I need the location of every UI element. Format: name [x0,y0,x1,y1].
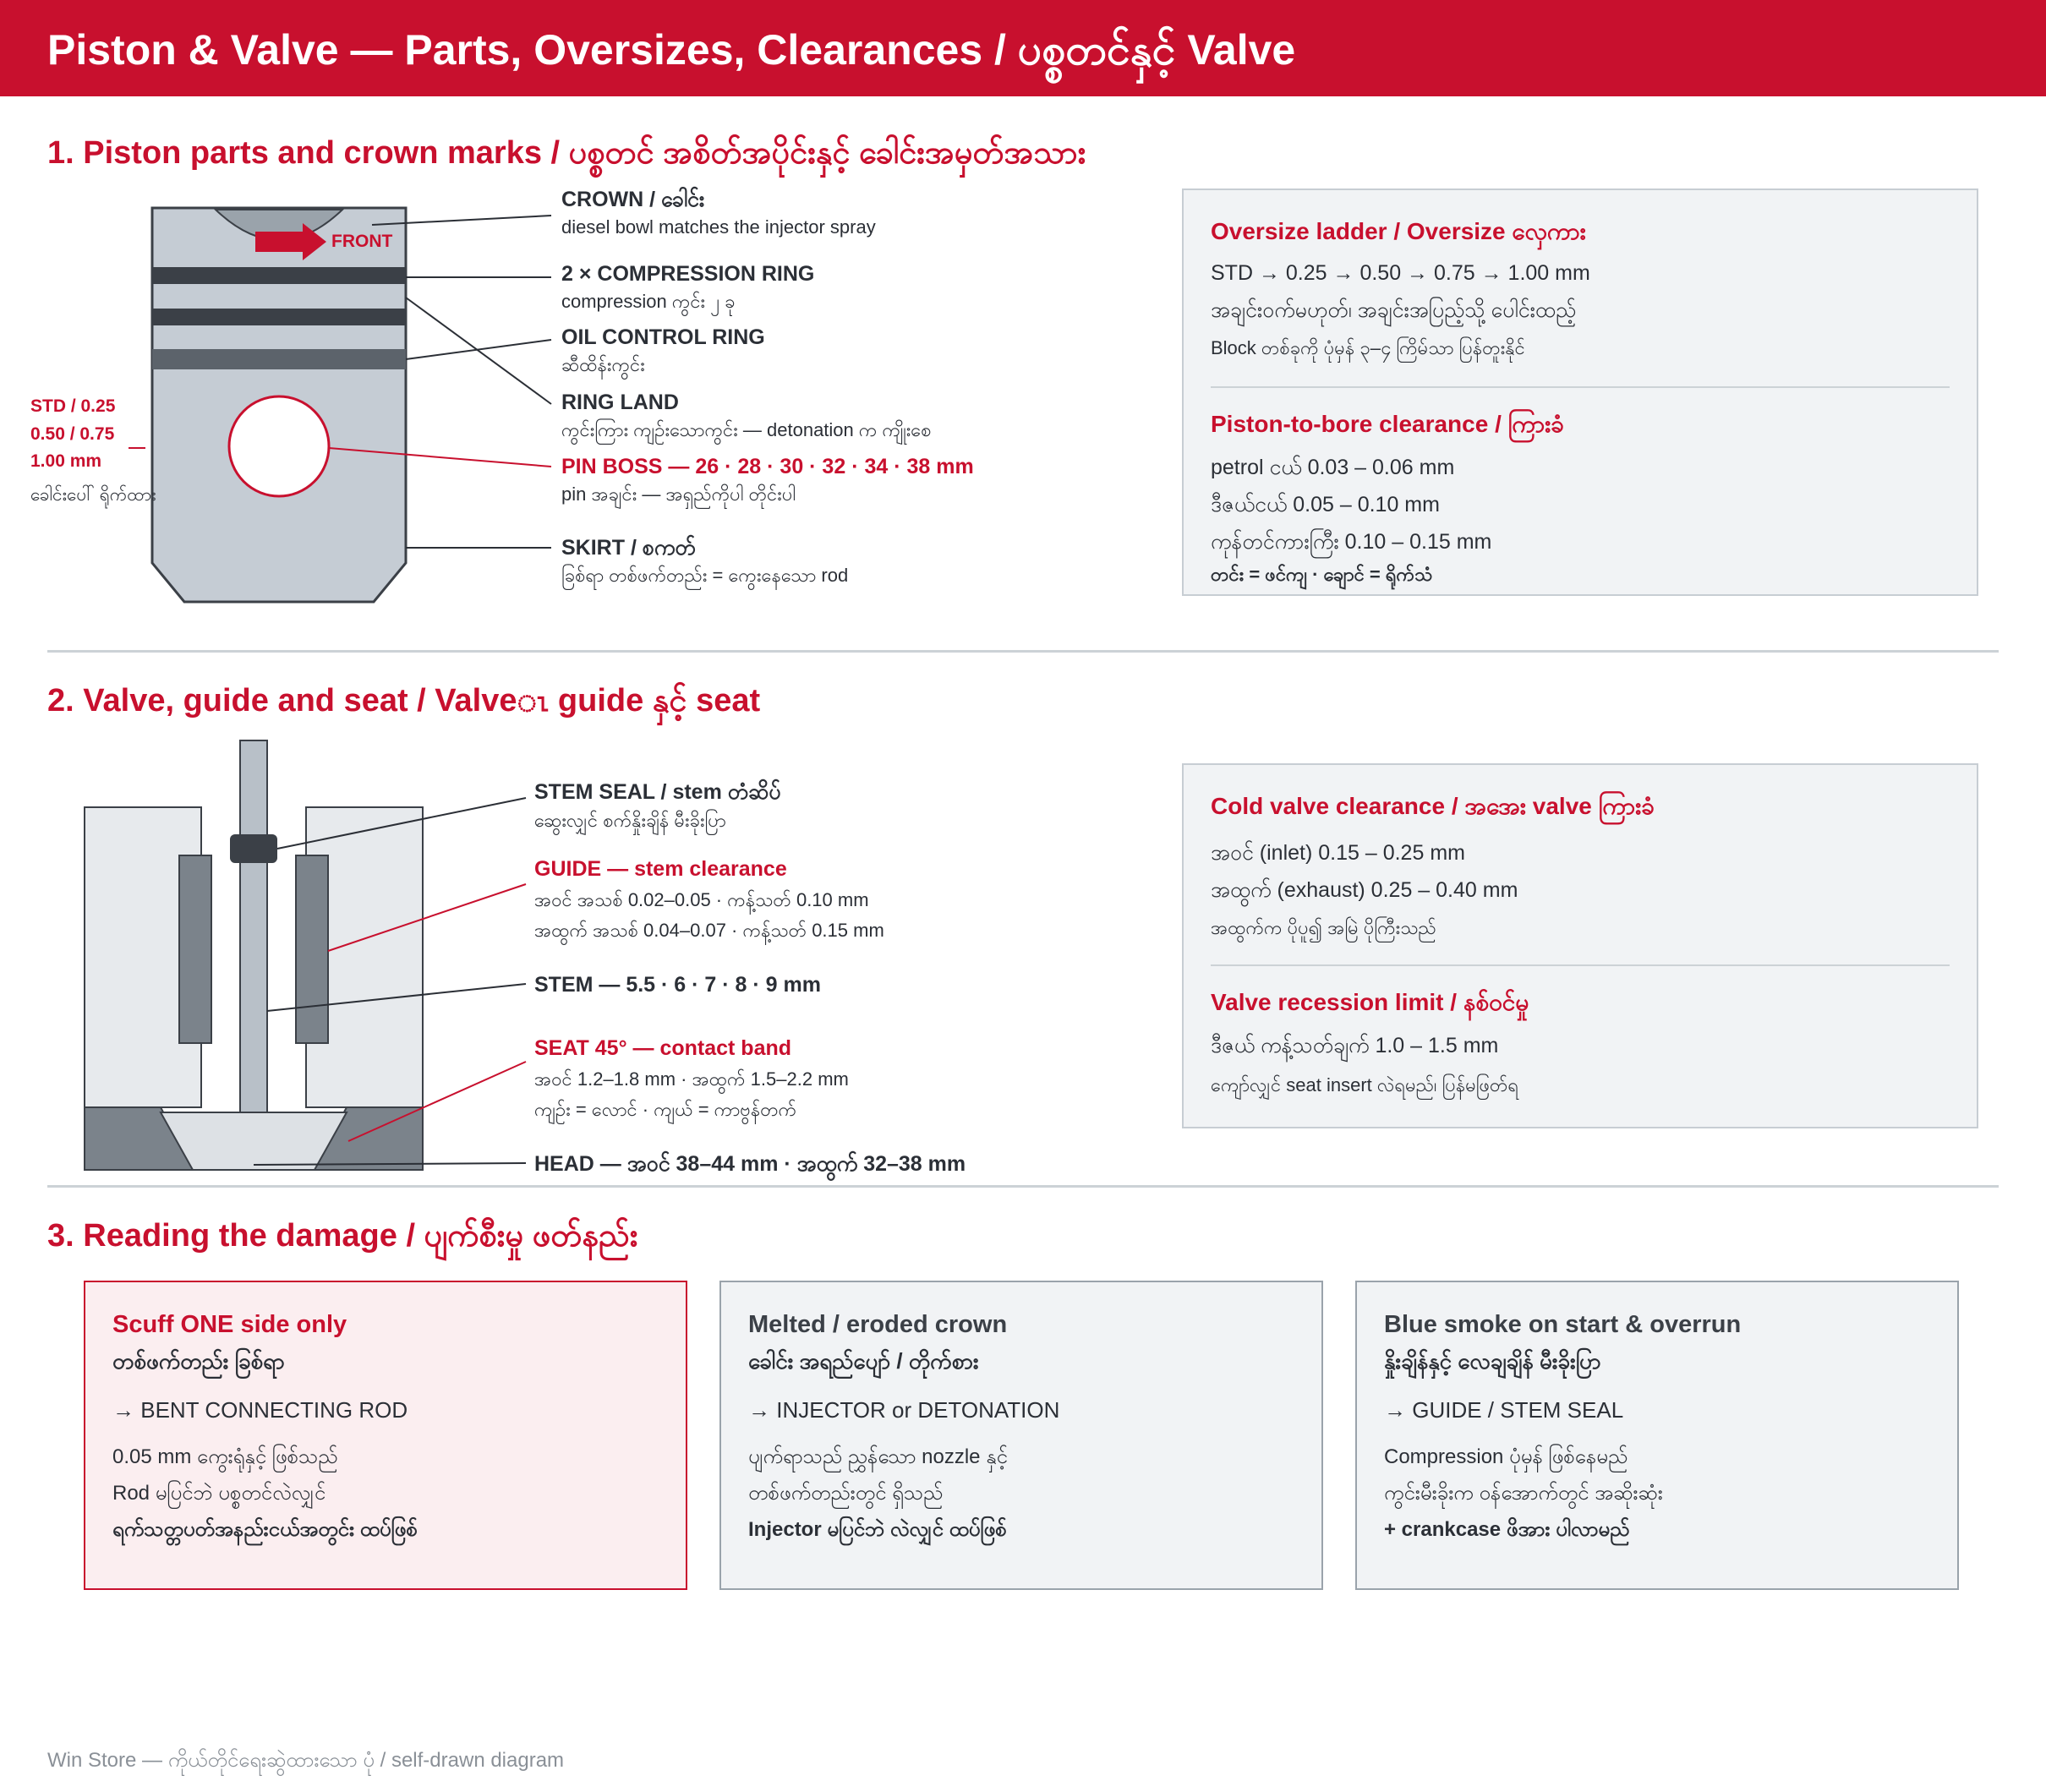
valve-clearance-box [1182,763,1978,1128]
oversize-note-2: Block တစ်ခုကို ပုံမှန် ၃–၄ ကြိမ်သာ ပြန်တူးနိုင် [1211,337,1525,358]
guide-sub-1: အဝင် အသစ် 0.02–0.05 · ကန့်သတ် 0.10 mm [534,889,869,910]
valve-head [161,1112,347,1170]
stem-seal-sub: ဆွေးလျှင် စက်နှိုးချိန် မီးခိုးပြာ [534,810,726,831]
box-divider [1211,386,1950,388]
oversize-ladder: STD → 0.25 → 0.50 → 0.75 → 1.00 mm [1211,261,1590,285]
stem-seal [230,834,277,863]
pin-boss-sub: pin အချင်း — အရှည်ကိုပါ တိုင်းပါ [561,484,796,505]
crown-label: CROWN / ခေါင်း [561,188,705,211]
valve-guide-right [296,855,328,1043]
card-subtitle: တစ်ဖက်တည်း ခြစ်ရာ [112,1348,285,1374]
compression-ring-1 [152,267,406,284]
clearance-rule: တင်း = ဖင်ကျ · ချောင် = ရိုက်သံ [1211,564,1433,585]
pin-boss-label: PIN BOSS — 26 · 28 · 30 · 32 · 34 · 38 mm [561,455,974,478]
oversize-box [1182,188,1978,596]
valve-diagram [0,727,1175,1183]
recession-limit: ဒီဇယ် ကန့်သတ်ချက် 1.0 – 1.5 mm [1211,1034,1499,1057]
section-2-title: 2. Valve, guide and seat / Valveၤ guide နှင့် seat [47,683,761,718]
damage-card-smoke [1355,1281,1959,1590]
recession-note: ကျော်လျှင် seat insert လဲရမည်၊ ပြန်မဖြတ်ရ [1211,1074,1519,1095]
clearance-title: Piston-to-bore clearance / ကြားခံ [1211,411,1565,437]
footer-credit: Win Store — ကိုယ်တိုင်ရေးဆွဲထားသော ပုံ / self-drawn diagram [47,1749,565,1772]
seat-label: SEAT 45° — contact band [534,1036,792,1060]
card-title: Blue smoke on start & overrun [1384,1311,1742,1338]
seat-sub-2: ကျဉ်း = လောင် · ကျယ် = ကာဗွန်တက် [534,1099,797,1120]
card-line-1: Compression ပုံမှန် ဖြစ်နေမည် [1384,1445,1628,1468]
card-cause: → BENT CONNECTING ROD [112,1397,408,1423]
crown-mark-note: ခေါင်းပေါ် ရိုက်ထား [30,485,156,505]
card-line-3: + crankcase ဖိအား ပါလာမည် [1384,1518,1630,1541]
section-divider [47,650,1999,653]
oil-control-ring [152,349,406,369]
valve-head-label: HEAD — အဝင် 38–44 mm · အထွက် 32–38 mm [534,1152,966,1176]
stem-label: STEM — 5.5 · 6 · 7 · 8 · 9 mm [534,973,821,997]
clearance-truck: ကုန်တင်ကားကြီး 0.10 – 0.15 mm [1211,530,1492,554]
card-line-1: 0.05 mm ကွေးရုံနှင့် ဖြစ်သည် [112,1445,338,1468]
card-line-2: တစ်ဖက်တည်းတွင် ရှိသည် [748,1482,944,1505]
card-line-3: Injector မပြင်ဘဲ လဲလျှင် ထပ်ဖြစ် [748,1518,1007,1541]
card-cause: → INJECTOR or DETONATION [748,1397,1060,1423]
oversize-note-1: အချင်းဝက်မဟုတ်၊ အချင်းအပြည့်သို့ ပေါင်းထည့် [1211,298,1577,322]
compression-ring-sub: compression ကွင်း ၂ ခု [561,291,736,312]
oil-ring-sub: ဆီထိန်းကွင်း [561,354,645,375]
box-divider [1211,964,1950,966]
section-3-title: 3. Reading the damage / ပျက်စီးမှု ဖတ်နည်း [47,1218,638,1254]
damage-card-crown [719,1281,1323,1590]
recession-title: Valve recession limit / နစ်ဝင်မှု [1211,989,1529,1015]
ring-land-label: RING LAND [561,391,679,414]
title-bar [0,0,2046,96]
valve-guide-left [179,855,211,1043]
piston-diagram [0,169,1175,617]
card-title: Melted / eroded crown [748,1311,1008,1338]
card-line-2: Rod မပြင်ဘဲ ပစ္စတင်လဲလျှင် [112,1482,326,1505]
valve-clearance-inlet: အဝင် (inlet) 0.15 – 0.25 mm [1211,841,1465,865]
ring-land-sub: ကွင်းကြား ကျဉ်းသောကွင်း — detonation က ကျိုးစေ [561,419,932,440]
section-divider [47,1185,1999,1188]
page-title: Piston & Valve — Parts, Oversizes, Clearances / ပစ္စတင်နှင့် Valve [47,26,1296,74]
clearance-petrol: petrol ငယ် 0.03 – 0.06 mm [1211,456,1455,479]
clearance-diesel: ဒီဇယ်ငယ် 0.05 – 0.10 mm [1211,493,1440,516]
card-subtitle: ခေါင်း အရည်ပျော် / တိုက်စား [748,1348,979,1374]
card-cause: → GUIDE / STEM SEAL [1384,1397,1624,1423]
card-line-1: ပျက်ရာသည် ညွှန်သော nozzle နှင့် [748,1445,1008,1468]
oversize-title: Oversize ladder / Oversize လှေကား [1211,218,1586,244]
card-line-3: ရက်သတ္တပတ်အနည်းငယ်အတွင်း ထပ်ဖြစ် [112,1518,418,1541]
valve-clearance-exhaust: အထွက် (exhaust) 0.25 – 0.40 mm [1211,878,1518,902]
section-1-title: 1. Piston parts and crown marks / ပစ္စတင် အစိတ်အပိုင်းနှင့် ခေါင်းအမှတ်အသား [47,135,1086,171]
crown-mark-line-1: STD / 0.25 [30,396,116,416]
skirt-sub: ခြစ်ရာ တစ်ဖက်တည်း = ကွေးနေသော rod [561,565,849,586]
oil-ring-label: OIL CONTROL RING [561,325,765,349]
valve-clearance-title: Cold valve clearance / အအေး valve ကြားခံ [1211,793,1655,819]
crown-sub: diesel bowl matches the injector spray [561,216,876,238]
front-label: FRONT [331,232,393,251]
card-line-2: ကွင်းမီးခိုးက ဝန်အောက်တွင် အဆိုးဆုံး [1384,1482,1663,1505]
card-subtitle: နှိုးချိန်နှင့် လေချချိန် မီးခိုးပြာ [1384,1348,1601,1374]
pin-boss-hole [229,396,329,496]
damage-card-scuff [84,1281,687,1590]
seat-sub-1: အဝင် 1.2–1.8 mm · အထွက် 1.5–2.2 mm [534,1068,849,1090]
stem-seal-label: STEM SEAL / stem တံဆိပ် [534,780,781,804]
card-title: Scuff ONE side only [112,1311,347,1338]
guide-label: GUIDE — stem clearance [534,857,787,881]
valve-stem [240,740,267,1112]
valve-clearance-note: အထွက်က ပိုပူ၍ အမြဲ ပိုကြီးသည် [1211,917,1436,938]
crown-mark-line-2: 0.50 / 0.75 [30,424,115,444]
crown-mark-line-3: 1.00 mm [30,451,102,471]
skirt-label: SKIRT / စကတ် [561,536,696,560]
compression-ring-label: 2 × COMPRESSION RING [561,262,815,286]
compression-ring-2 [152,309,406,325]
guide-sub-2: အထွက် အသစ် 0.04–0.07 · ကန့်သတ် 0.15 mm [534,920,884,941]
